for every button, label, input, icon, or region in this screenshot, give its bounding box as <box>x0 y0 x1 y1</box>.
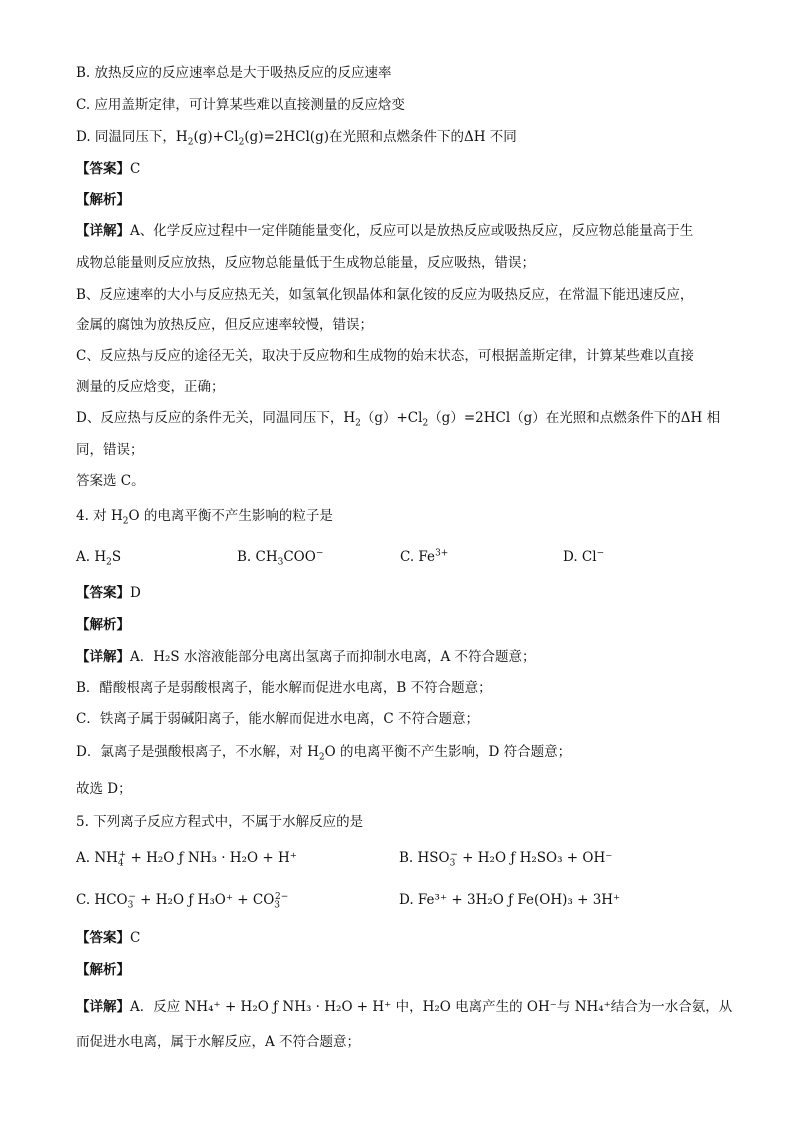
text: COO <box>283 549 316 565</box>
q3-detail-d2: 同，错误； <box>76 442 144 458</box>
text: + H₂O ƒ NH₃ · H₂O + H⁺ <box>126 850 297 866</box>
text: 3+ <box>435 548 449 559</box>
text: A. H <box>76 549 107 565</box>
q5-analysis-tag: 【解析】 <box>76 962 130 978</box>
q4-answer <box>76 584 734 602</box>
q5-option-d: D. Fe³⁺ + 3H₂O ƒ Fe(OH)₃ + 3H⁺ <box>399 892 621 908</box>
text: A．H₂S 水溶液能部分电离出氢离子而抑制水电离，A 不符合题意； <box>130 649 536 665</box>
q5-option-a: A. $NH_4^+ + H_2O$ ƒ NH₃ · H₂O + H⁺ <box>76 849 297 869</box>
text: A. NH <box>76 850 118 866</box>
q5-answer <box>76 929 734 947</box>
q3-detail-c2: 测量的反应焓变，正确； <box>76 379 225 395</box>
q3-detail-d1: D、反应热与反应的条件无关，同温同压下，$H_2(g)+Cl_2(g)=2HCl(g)$在光照和点燃条件下的ΔH 相 <box>76 410 721 429</box>
text: (g)+Cl <box>193 129 239 145</box>
text: S <box>111 549 122 565</box>
q3-detail-b2: 金属的腐蚀为放热反应，但反应速率较慢，错误； <box>76 317 373 333</box>
detail-tag: 【详解】 <box>76 649 130 665</box>
answer-tag: 【答案】 <box>76 161 130 177</box>
q4-option-d <box>563 548 604 566</box>
q5-stem: 5. 下列离子反应方程式中，不属于水解反应的是 <box>76 814 364 830</box>
text: − <box>596 548 605 559</box>
q4-detail-c: C．铁离子属于弱碱阳离子，能水解而促进水电离，C 不符合题意； <box>76 711 479 727</box>
text: + H₂O ƒ H₃O⁺ + CO <box>135 892 275 908</box>
text: （g）=2HCl（g）在光照和点燃条件下的ΔH 相 <box>428 410 721 426</box>
text: C. Fe <box>400 549 436 565</box>
detail-tag: 【详解】 <box>76 223 130 239</box>
detail-tag: 【详解】 <box>76 999 130 1015</box>
answer-tag: 【答案】 <box>76 930 130 946</box>
text: （g）+Cl <box>360 410 423 426</box>
text: (g)=2HCl(g)在光照和点燃条件下的ΔH 不同 <box>244 129 517 145</box>
text: A．反应 NH₄⁺ + H₂O ƒ NH₃ · H₂O + H⁺ 中，H₂O 电离产生的 OH⁻与 NH₄⁺结合为一水合氨，从 <box>130 999 733 1015</box>
q3-option-c: C. 应用盖斯定律，可计算某些难以直接测量的反应焓变 <box>76 97 405 113</box>
text: O 的电离平衡不产生影响的粒子是 <box>128 508 333 524</box>
q3-detail-a2: 成物总能量则反应放热，反应物总能量低于生成物总能量，反应吸热，错误； <box>76 255 535 271</box>
text: B. HSO <box>399 850 450 866</box>
text: B. CH <box>237 549 278 565</box>
text: D. 同温同压下，H <box>76 129 188 145</box>
q3-detail-a1 <box>76 222 734 240</box>
q4-conclusion: 故选 D； <box>76 781 132 797</box>
q4-stem: 4. 对 $H_2O$ 的电离平衡不产生影响的粒子是 <box>76 508 333 527</box>
answer-value: D <box>130 585 141 601</box>
text: D、反应热与反应的条件无关，同温同压下，H <box>76 410 356 426</box>
q4-detail-b: B．醋酸根离子是弱酸根离子，能水解而促进水电离，B 不符合题意； <box>76 680 492 696</box>
text: D. Cl <box>563 549 597 565</box>
q5-option-c: C. $HCO_3^- + H_2O$ ƒ $H_3O^+ + CO_3^{2-}$ <box>76 891 289 911</box>
q3-detail-b1: B、反应速率的大小与反应热无关，如氢氧化钡晶体和氯化铵的反应为吸热反应，在常温下能迅速反应， <box>76 287 694 303</box>
q4-option-b: B. $CH_3COO^-$ <box>237 548 324 568</box>
text: − <box>315 548 324 559</box>
q4-option-c <box>400 548 448 566</box>
text: C. HCO <box>76 892 128 908</box>
q3-answer <box>76 160 734 178</box>
q3-option-d: D. 同温同压下，$H_2(g)+Cl_2(g)=2HCl(g)$在光照和点燃条件下的ΔH 不同 <box>76 129 517 148</box>
q4-detail-d: D．氯离子是强酸根离子，不水解，对 $H_2O$ 的电离平衡不产生影响，D 符合题意； <box>76 744 572 763</box>
text: 4. 对 H <box>76 508 123 524</box>
q4-analysis-tag: 【解析】 <box>76 617 130 633</box>
q4-detail-a <box>76 648 734 666</box>
q4-option-a: A. $H_2S$ <box>76 549 122 568</box>
text: O 的电离平衡不产生影响，D 符合题意； <box>324 744 572 760</box>
text: A、化学反应过程中一定伴随能量变化，反应可以是放热反应或吸热反应，反应物总能量高于生 <box>130 223 694 239</box>
answer-tag: 【答案】 <box>76 585 130 601</box>
answer-value: C <box>130 161 141 177</box>
q5-detail-1 <box>76 998 734 1016</box>
q3-option-b: B. 放热反应的反应速率总是大于吸热反应的反应速率 <box>76 65 392 81</box>
q3-detail-c1: C、反应热与反应的途径无关，取决于反应物和生成物的始末状态，可根据盖斯定律，计算某些难以直接 <box>76 348 694 364</box>
text: D．氯离子是强酸根离子，不水解，对 H <box>76 744 319 760</box>
q5-option-b: B. $HSO_3^- + H_2O$ ƒ H₂SO₃ + OH⁻ <box>399 849 613 869</box>
text: + H₂O ƒ H₂SO₃ + OH⁻ <box>457 850 613 866</box>
answer-value: C <box>130 930 141 946</box>
q3-conclusion: 答案选 C。 <box>76 473 145 489</box>
q5-detail-2: 而促进水电离，属于水解反应，A 不符合题意； <box>76 1034 361 1050</box>
q3-analysis-tag: 【解析】 <box>76 192 130 208</box>
